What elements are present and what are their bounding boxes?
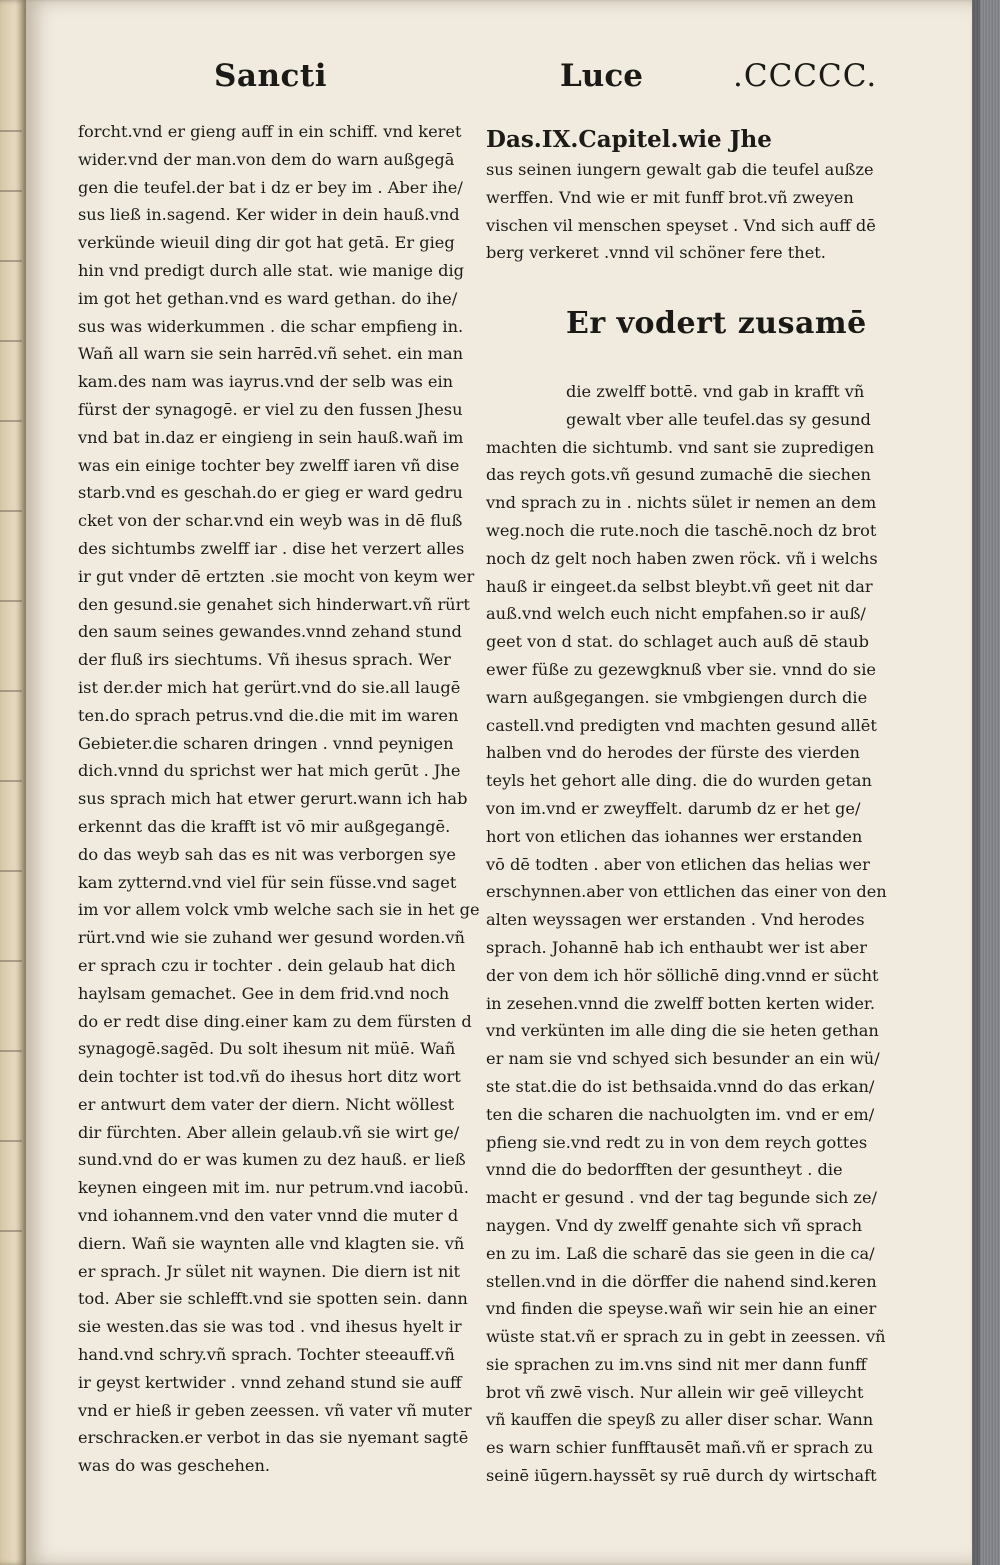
text-line: vnnd die do bedorfften der gesuntheyt . die [486, 1160, 843, 1180]
text-line: rürt.vnd wie sie zuhand wer gesund worden.vñ [78, 928, 465, 948]
text-line: was ein einige tochter bey zwelff iaren vñ dise [78, 455, 460, 475]
text-line: er nam sie vnd schyed sich besunder an ein wü/ [486, 1049, 880, 1069]
text-line: ewer füße zu gezewgknuß vber sie. vnnd do sie [486, 659, 876, 679]
text-line: das reych gots.vñ gesund zumachē die siechen [486, 465, 871, 485]
text-line: vnd er hieß ir geben zeessen. vñ vater vñ muter [78, 1400, 472, 1420]
text-line: sund.vnd do er was kumen zu dez hauß. er ließ [78, 1150, 466, 1170]
text-line: erschracken.er verbot in das sie nyemant sagtē [78, 1428, 469, 1448]
text-line: ir geyst kertwider . vnnd zehand stund sie auff [78, 1372, 462, 1392]
chapter-summary-line: werffen. Vnd wie er mit funff brot.vñ zweyen [486, 187, 854, 207]
text-line: was do was geschehen. [78, 1456, 271, 1476]
text-line: forcht.vnd er gieng auff in ein schiff. vnd keret [78, 122, 462, 141]
text-line: vñ kauffen die speyß zu aller diser schar. Wann [486, 1410, 874, 1430]
text-line: diern. Wañ sie waynten alle vnd klagten sie. vñ [78, 1233, 465, 1253]
text-line: Wañ all warn sie sein harrēd.vñ sehet. ein man [78, 344, 464, 364]
text-line: gewalt vber alle teufel.das sy gesund [566, 409, 871, 429]
text-line: dein tochter ist tod.vñ do ihesus hort ditz wort [78, 1067, 461, 1087]
running-header-middle: Luce [560, 58, 643, 94]
text-line: er sprach czu ir tochter . dein gelaub hat dich [78, 955, 456, 975]
text-line: macht er gesund . vnd der tag begunde sich ze/ [486, 1188, 877, 1208]
text-line: dir fürchten. Aber allein gelaub.vñ sie wirt ge/ [78, 1122, 460, 1142]
text-line: hauß ir eingeet.da selbst bleybt.vñ geet nit dar [486, 576, 873, 596]
text-line: er sprach. Jr sület nit waynen. Die diern ist nit [78, 1261, 460, 1281]
text-line: alten weyssagen wer erstanden . Vnd herodes [486, 910, 865, 930]
text-line: en zu im. Laß die scharē das sie geen in die ca/ [486, 1243, 875, 1263]
text-line: tod. Aber sie schlefft.vnd sie spotten sein. dann [78, 1289, 468, 1309]
text-line: warn außgegangen. sie vmbgiengen durch die [486, 687, 868, 707]
text-line: erschynnen.aber von ettlichen das einer von den [486, 882, 887, 902]
text-line: ist der.der mich hat gerürt.vnd do sie.all laugē [78, 677, 461, 697]
text-line: es warn schier funfftausēt mañ.vñ er sprach zu [486, 1438, 874, 1458]
text-line: kam.des nam was iayrus.vnd der selb was ein [78, 372, 454, 392]
text-line: cket von der schar.vnd ein weyb was in dē fluß [78, 511, 463, 531]
left-text-column [78, 118, 480, 1480]
text-line: vnd iohannem.vnd den vater vnnd die muter d [78, 1206, 459, 1226]
text-line: do das weyb sah das es nit was verborgen sye [78, 844, 456, 864]
text-line: haylsam gemachet. Gee in dem frid.vnd noch [78, 983, 450, 1003]
text-line: ir gut vnder dē ertzten .sie mocht von keym wer [78, 566, 475, 586]
text-line: ste stat.die do ist bethsaida.vnnd do das erkan/ [486, 1076, 875, 1096]
text-line: vō dē todten . aber von etlichen das helias wer [486, 854, 870, 874]
text-line: verkünde wieuil ding dir got hat getā. Er gieg [78, 233, 455, 253]
text-line: sprach. Johannē hab ich enthaubt wer ist aber [486, 937, 867, 957]
text-line: vnd sprach zu in . nichts sület ir nemen an dem [486, 493, 877, 513]
chapter-incipit: Er vodert zusamē [566, 306, 867, 341]
text-line: geet von d stat. do schlaget auch auß dē staub [486, 632, 869, 652]
text-line: sus sprach mich hat etwer gerurt.wann ich hab [78, 789, 468, 809]
text-line: wüste stat.vñ er sprach zu in gebt in zeessen. vñ [486, 1327, 886, 1347]
text-line: vnd verkünten im alle ding die sie heten gethan [486, 1021, 879, 1041]
page-block-edge [972, 0, 1000, 1565]
chapter-summary-line: vischen vil menschen speyset . Vnd sich auff dē [486, 215, 876, 235]
text-line: des sichtumbs zwelff iar . dise het verzert alles [78, 538, 465, 558]
text-line: von im.vnd er zweyffelt. darumb dz er het ge/ [486, 798, 861, 818]
previous-page-edge [0, 0, 26, 1565]
text-line: hand.vnd schry.vñ sprach. Tochter steeauff.vñ [78, 1345, 455, 1365]
text-line: weg.noch die rute.noch die taschē.noch dz brot [486, 520, 877, 540]
text-line: sie sprachen zu im.vns sind nit mer dann funff [486, 1354, 867, 1374]
text-line: ten.do sprach petrus.vnd die.die mit im waren [78, 705, 459, 725]
text-line: stellen.vnd in die dörffer die nahend sind.keren [486, 1271, 877, 1291]
text-line: sus was widerkummen . die schar empfieng in. [78, 316, 464, 336]
text-line: sus ließ in.sagend. Ker wider in dein hauß.vnd [78, 205, 460, 225]
chapter-heading [486, 124, 876, 267]
text-line: machten die sichtumb. vnd sant sie zupredigen [486, 437, 875, 457]
text-line: keynen eingeen mit im. nur petrum.vnd iacobū. [78, 1178, 469, 1198]
chapter-summary-line: sus seinen iungern gewalt gab die teufel außze [486, 160, 874, 179]
text-line: Gebieter.die scharen dringen . vnnd peynigen [78, 733, 454, 753]
text-line: kam zytternd.vnd viel für sein füsse.vnd saget [78, 872, 457, 892]
text-line: hort von etlichen das iohannes wer erstanden [486, 826, 863, 846]
text-line: der von dem ich hör söllichē ding.vnnd er sücht [486, 965, 879, 985]
text-line: pfieng sie.vnd redt zu in von dem reych gottes [486, 1132, 868, 1152]
text-line: die zwelff bottē. vnd gab in krafft vñ [566, 382, 865, 401]
text-line: do er redt dise ding.einer kam zu dem fürsten d [78, 1011, 472, 1031]
running-header-left: Sancti [214, 58, 327, 94]
chapter-title-line: Das.IX.Capitel.wie Jhe [486, 126, 772, 153]
text-line: brot vñ zwē visch. Nur allein wir geē villeycht [486, 1382, 864, 1402]
text-line: synagogē.sagēd. Du solt ihesum nit müē. Wañ [78, 1039, 456, 1059]
text-line: ten die scharen die nachuolgten im. vnd er em/ [486, 1104, 875, 1124]
text-line: erkennt das die krafft ist vō mir außgegangē. [78, 816, 451, 836]
text-line: in zesehen.vnnd die zwelff botten kerten wider. [486, 993, 876, 1013]
text-line: teyls het gehort alle ding. die do wurden getan [486, 771, 872, 791]
text-line: wider.vnd der man.von dem do warn außgegā [78, 149, 455, 169]
text-line: halben vnd do herodes der fürste des vierden [486, 743, 860, 763]
text-line: castell.vnd predigten vnd machten gesund allēt [486, 715, 877, 735]
text-line: starb.vnd es geschah.do er gieg er ward gedru [78, 483, 463, 503]
text-line: im got het gethan.vnd es ward gethan. do ihe/ [78, 288, 458, 308]
text-line: er antwurt dem vater der diern. Nicht wöllest [78, 1094, 455, 1114]
right-text-column [486, 378, 887, 1490]
text-line: auß.vnd welch euch nicht empfahen.so ir auß/ [486, 604, 866, 624]
text-line: im vor allem volck vmb welche sach sie in het ge [78, 900, 480, 920]
text-line: fürst der synagogē. er viel zu den fussen Jhesu [78, 399, 463, 419]
text-line: vnd finden die speyse.wañ wir sein hie an einer [486, 1299, 877, 1319]
text-line: dich.vnnd du sprichst wer hat mich gerūt . Jhe [78, 761, 461, 781]
text-line: seinē iūgern.hayssēt sy ruē durch dy wirtschaft [486, 1466, 877, 1486]
text-line: der fluß irs siechtums. Vñ ihesus sprach. Wer [78, 650, 451, 670]
chapter-summary-line: berg verkeret .vnnd vil schöner fere thet. [486, 243, 826, 263]
text-line: sie westen.das sie was tod . vnd ihesus hyelt ir [78, 1317, 462, 1337]
text-line: gen die teufel.der bat i dz er bey im . Aber ihe/ [78, 177, 463, 197]
text-line: den gesund.sie genahet sich hinderwart.vñ rürt [78, 594, 470, 614]
text-line: naygen. Vnd dy zwelff genahte sich vñ sprach [486, 1215, 863, 1235]
text-line: vnd bat in.daz er eingieng in sein hauß.wañ im [78, 427, 464, 447]
folio-number: .CCCCC. [733, 58, 878, 94]
text-line: noch dz gelt noch haben zwen röck. vñ i welchs [486, 548, 878, 568]
text-line: den saum seines gewandes.vnnd zehand stund [78, 622, 462, 642]
text-line: hin vnd predigt durch alle stat. wie manige dig [78, 260, 464, 280]
